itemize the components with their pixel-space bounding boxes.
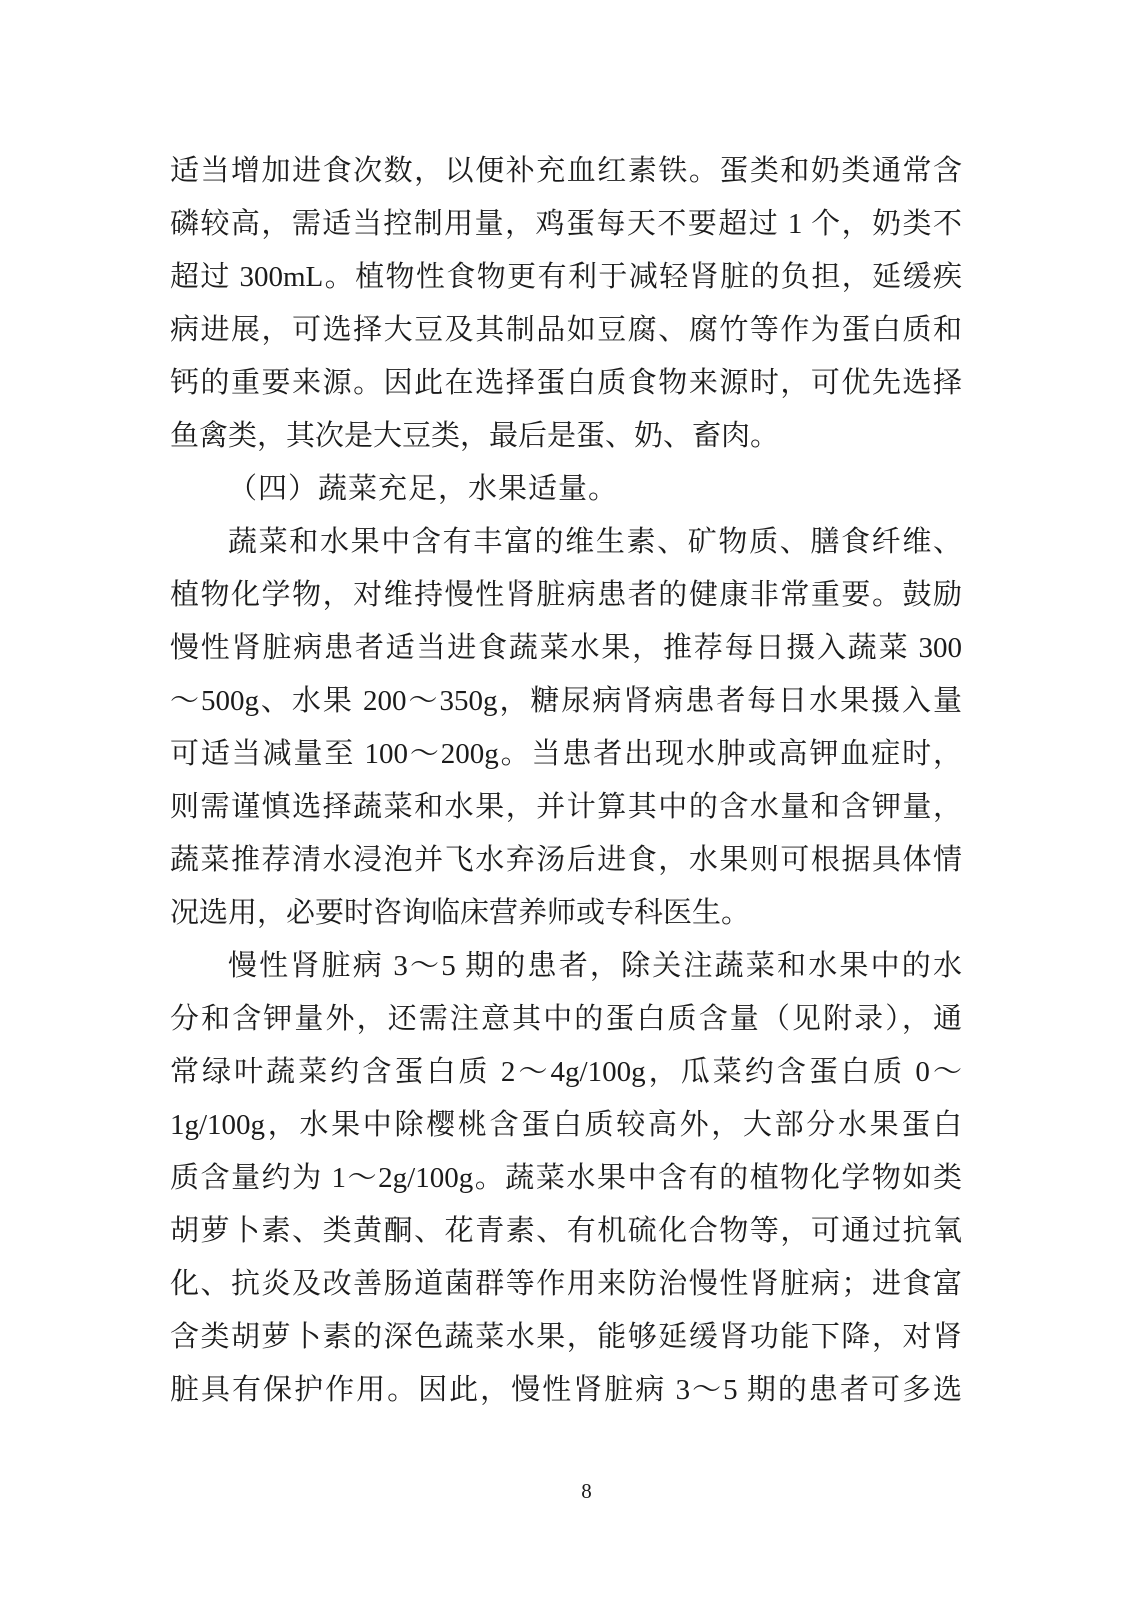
text-line: 慢性肾脏病 3～5 期的患者，除关注蔬菜和水果中的水 [228,950,962,982]
text-line: 胡萝卜素、类黄酮、花青素、有机硫化合物等，可通过抗氧 [170,1215,962,1247]
text-line: 磷较高，需适当控制用量，鸡蛋每天不要超过 1 个，奶类不 [170,208,962,240]
text-line: 则需谨慎选择蔬菜和水果，并计算其中的含水量和含钾量， [170,791,962,823]
text-line: 植物化学物，对维持慢性肾脏病患者的健康非常重要。鼓励 [170,579,962,611]
text-line: 常绿叶蔬菜约含蛋白质 2～4g/100g，瓜菜约含蛋白质 0～ [170,1056,962,1088]
text-line: 可适当减量至 100～200g。当患者出现水肿或高钾血症时， [170,738,962,770]
text-line: 慢性肾脏病患者适当进食蔬菜水果，推荐每日摄入蔬菜 300 [170,632,962,664]
text-line: 况选用，必要时咨询临床营养师或专科医生。 [170,897,751,929]
section-heading: （四）蔬菜充足，水果适量。 [228,473,619,505]
text-line: 鱼禽类，其次是大豆类，最后是蛋、奶、畜肉。 [170,420,780,452]
text-line: 适当增加进食次数，以便补充血红素铁。蛋类和奶类通常含 [170,155,962,187]
text-line: 蔬菜推荐清水浸泡并飞水弃汤后进食，水果则可根据具体情 [170,844,962,876]
text-line: 脏具有保护作用。因此，慢性肾脏病 3～5 期的患者可多选 [170,1374,962,1406]
text-line: 1g/100g，水果中除樱桃含蛋白质较高外，大部分水果蛋白 [170,1109,962,1141]
text-line: 病进展，可选择大豆及其制品如豆腐、腐竹等作为蛋白质和 [170,314,962,346]
text-line: 蔬菜和水果中含有丰富的维生素、矿物质、膳食纤维、 [228,526,962,558]
text-line: 钙的重要来源。因此在选择蛋白质食物来源时，可优先选择 [170,367,962,399]
text-line: 分和含钾量外，还需注意其中的蛋白质含量（见附录），通 [170,1003,962,1035]
text-line: 化、抗炎及改善肠道菌群等作用来防治慢性肾脏病；进食富 [170,1268,962,1300]
text-line: 含类胡萝卜素的深色蔬菜水果，能够延缓肾功能下降，对肾 [170,1321,962,1353]
text-line: ～500g、水果 200～350g，糖尿病肾病患者每日水果摄入量 [170,685,962,717]
text-line: 超过 300mL。植物性食物更有利于减轻肾脏的负担，延缓疾 [170,261,962,293]
page-body-text [170,145,962,1417]
page-number: 8 [581,1479,592,1503]
text-line: 质含量约为 1～2g/100g。蔬菜水果中含有的植物化学物如类 [170,1162,962,1194]
